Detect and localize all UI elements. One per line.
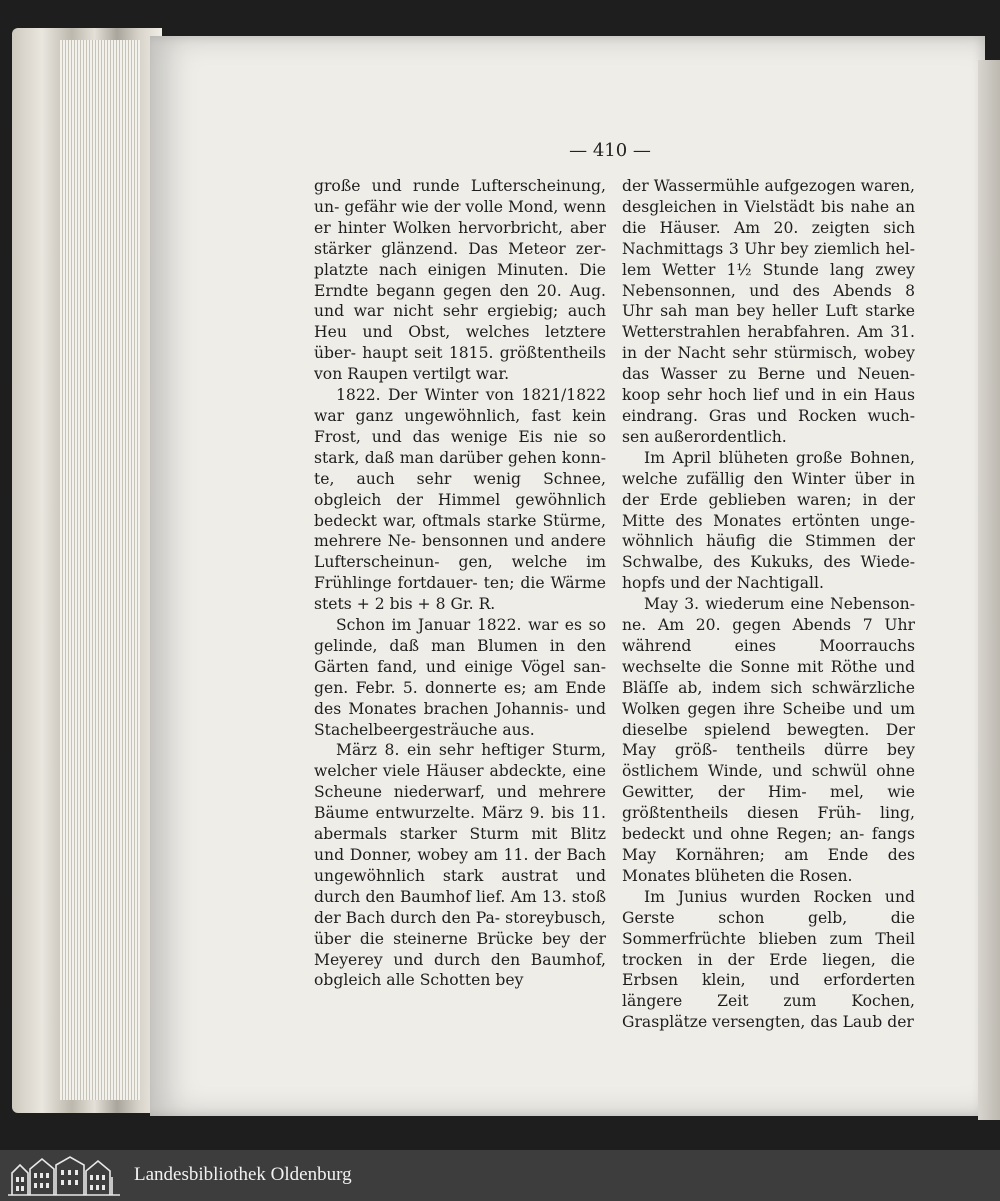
paragraph: der Wassermühle aufgezogen waren, desgleichen in Vielstädt bis nahe an die Häuser. Am 20. zeigten sich Nachmittags 3 Uhr bey ziemlich hel- lem Wetter 1½ Stunde lang zwey Nebensonnen, und des Abends 8 Uhr sah man bey heller Luft starke Wetterstrahlen herabfahren. Am 31. in der Nacht sehr stürmisch, wobey das Wasser zu Berne und Neuen- koop sehr hoch lief und in ein Haus eindrang. Gras und Rocken wuch- sen außerordentlich. bbox=[622, 177, 915, 446]
paragraph: Schon im Januar 1822. war es so gelinde, daß man Blumen in den Gärten fand, und einige Vögel san- gen. Febr. 5. donnerte es; am Ende des Monates brachen Johannis- und Stachelbeergesträuche aus. bbox=[314, 616, 606, 739]
library-building-icon bbox=[8, 1155, 120, 1197]
page-stack bbox=[60, 40, 140, 1100]
paragraph: Im April blüheten große Bohnen, welche zufällig den Winter über in der Erde geblieben waren; in der Mitte des Monates ertönten unge- wöhnlich häufig die Stimmen der Schwalbe, des Kukuks, des Wiede- hopfs und der Nachtigall. bbox=[622, 448, 915, 593]
paragraph: Im Junius wurden Rocken und Gerste schon gelb, die Sommerfrüchte blieben zum Theil trocken in der Erde liegen, die Erbsen klein, und erforderten längere Zeit zum Kochen, Grasplätze versengten, das Laub der bbox=[622, 887, 915, 1032]
page-number: — 410 — bbox=[569, 140, 651, 161]
paragraph: große und runde Lufterscheinung, un- gefähr wie der volle Mond, wenn er hinter Wolken hervorbricht, aber stärker glänzend. Das Meteor zer- platzte nach einigen Minuten. Die Erndte begann gegen den 20. Aug. und war nicht sehr ergiebig; auch Heu und Obst, welches letztere über- haupt seit 1815. größtentheils von Raupen vertilgt war. bbox=[314, 177, 606, 384]
text-column-left bbox=[314, 176, 606, 991]
text-column-right bbox=[622, 176, 915, 1033]
institution-name: Landesbibliothek Oldenburg bbox=[134, 1164, 352, 1185]
paragraph: März 8. ein sehr heftiger Sturm, welcher viele Häuser abdeckte, eine Scheune niederwarf, und mehrere Bäume entwurzelte. März 9. bis 11. abermals starker Sturm mit Blitz und Donner, wobey am 11. der Bach ungewöhnlich stark austrat und durch den Baumhof lief. Am 13. stoß der Bach durch den Pa- storeybusch, über die steinerne Brücke bey der Meyerey und durch den Baumhof, obgleich alle Schotten bey bbox=[314, 741, 606, 990]
paragraph: May 3. wiederum eine Nebenson- ne. Am 20. gegen Abends 7 Uhr während eines Moorrauchs wechselte die Sonne mit Röthe und Bläſſe ab, indem sich schwärzliche Wolken gegen ihre Scheibe und um dieselbe spielend bewegten. Der May größ- tentheils dürre bey östlichem Winde, und schwül ohne Gewitter, der Him- mel, wie größtentheils diesen Früh- ling, bedeckt und ohne Regen; an- fangs May Kornähren; am Ende des Monates blüheten die Rosen. bbox=[622, 595, 915, 885]
paragraph: 1822. Der Winter von 1821/1822 war ganz ungewöhnlich, fast kein Frost, und das wenige Eis nie so stark, daß man darüber gehen konn- te, auch sehr wenig Schnee, obgleich der Himmel gewöhnlich bedeckt war, oftmals starke Stürme, mehrere Ne- bensonnen und andere Lufterscheinun- gen, welche im Frühlinge fortdauer- ten; die Wärme stets + 2 bis + 8 Gr. R. bbox=[314, 386, 606, 614]
opposite-page-edge bbox=[978, 60, 1000, 1120]
footer-bar bbox=[0, 1150, 1000, 1201]
